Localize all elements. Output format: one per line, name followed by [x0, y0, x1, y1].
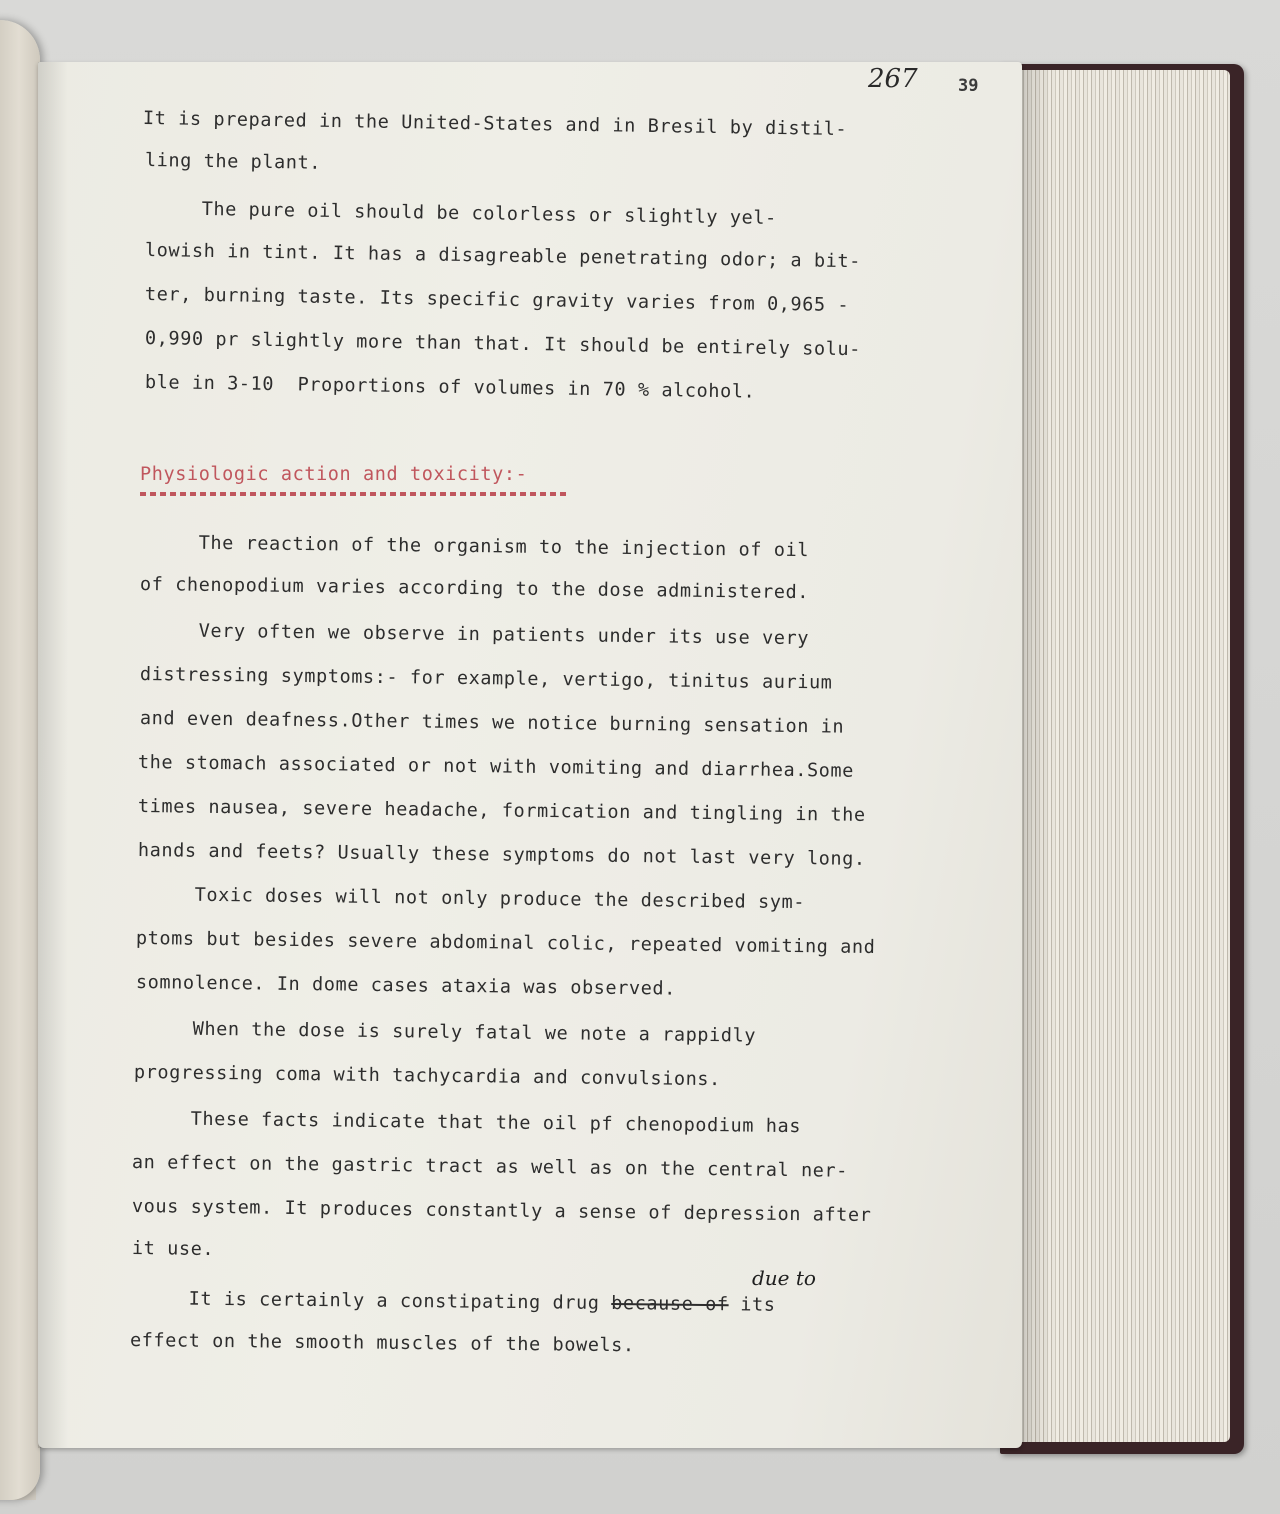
text-line: lowish in tint. It has a disagreable penetrating odor; a bit- — [144, 240, 862, 273]
text-line: times nausea, severe headache, formication and tingling in the — [137, 796, 866, 826]
heading-underline — [140, 492, 568, 496]
text-line: ter, burning taste. Its specific gravity varies from 0,965 - — [144, 284, 850, 317]
text-line: ling the plant. — [144, 150, 322, 174]
text-line: the stomach associated or not with vomiting and diarrhea.Some — [137, 752, 855, 782]
text-segment: its — [728, 1294, 776, 1316]
text-line: ble in 3-10 Proportions of volumes in 70 % alcohol. — [144, 372, 756, 403]
text-line: progressing coma with tachycardia and convulsions. — [133, 1062, 721, 1091]
struck-text: because of — [611, 1293, 729, 1316]
text-line: When the dose is surely fatal we note a rappidly — [133, 1018, 757, 1047]
text-line: ptoms but besides severe abdominal colic, repeated vomiting and — [135, 928, 876, 959]
text-line: it use. — [131, 1238, 215, 1261]
text-line: Toxic doses will not only produce the described sym- — [135, 884, 806, 914]
text-line: effect on the smooth muscles of the bowels. — [129, 1330, 635, 1357]
text-line: distressing symptoms:- for example, vertigo, tinitus aurium — [139, 664, 833, 694]
text-line: It is prepared in the United-States and in Bresil by distil- — [142, 108, 848, 141]
handwritten-correction: due to — [752, 1266, 816, 1290]
text-line: The pure oil should be colorless or slightly yel- — [142, 198, 777, 229]
text-line: hands and feets? Usually these symptoms do not last very long. — [137, 840, 866, 870]
text-line: vous system. It produces constantly a sense of depression after — [131, 1196, 872, 1227]
page-number: 39 — [958, 76, 979, 96]
text-segment: It is certainly a constipating drug — [129, 1288, 612, 1315]
text-line: These facts indicate that the oil pf chenopodium has — [131, 1108, 802, 1138]
page-gutter-shadow — [38, 62, 68, 1448]
text-line: somnolence. In dome cases ataxia was observed. — [135, 972, 677, 1000]
text-line: Very often we observe in patients under its use very — [139, 620, 810, 650]
text-line: 0,990 pr slightly more than that. It should be entirely solu- — [144, 328, 862, 361]
section-heading: Physiologic action and toxicity:- — [140, 464, 528, 485]
text-line: of chenopodium varies according to the dose administered. — [139, 574, 810, 604]
text-line: and even deafness.Other times we notice burning sensation in — [139, 708, 845, 738]
text-line: The reaction of the organism to the injection of oil — [139, 532, 810, 562]
handwritten-page-number: 267 — [868, 64, 918, 94]
text-line: an effect on the gastric tract as well as on the central ner- — [131, 1152, 849, 1182]
left-page-curl — [0, 20, 40, 1500]
